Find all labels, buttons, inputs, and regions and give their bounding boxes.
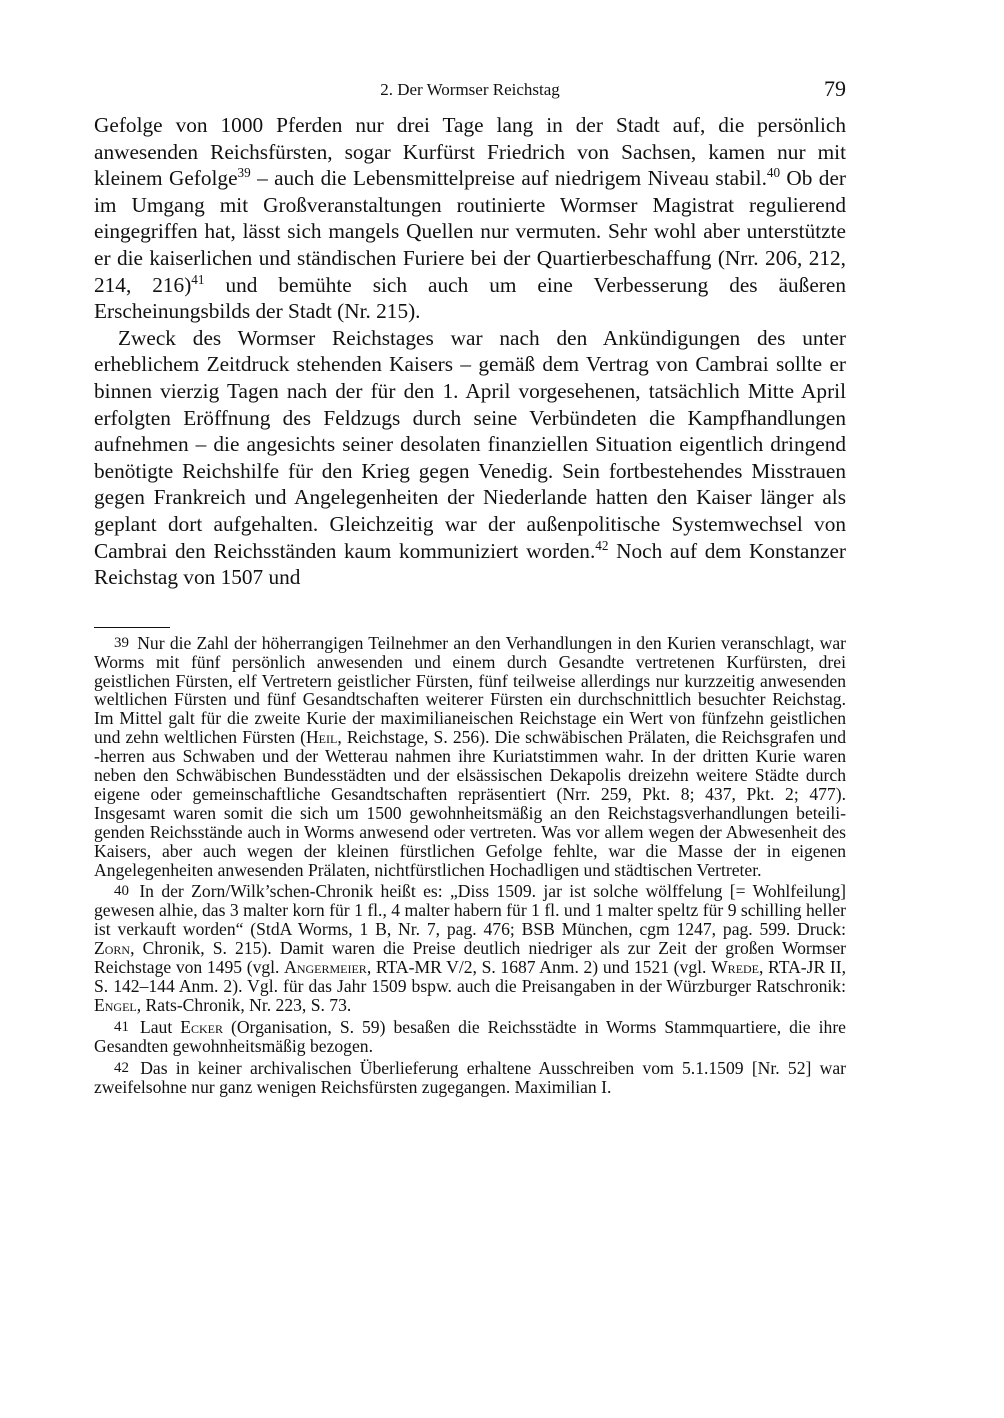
- running-header: [94, 76, 846, 112]
- text-run: , RTA-JR II, S. 142–144 Anm. 2). Vgl. für das Jahr 1509 bspw. auch die Preisangaben in der Würzburger Ratschronik:: [94, 957, 846, 996]
- text-run: Ob der im Umgang mit Großveranstaltungen routinierte Wormser Magistrat regulierend eingegriffen hat, lässt sich mangels Quellen nur vermuten. Sehr wohl aber unterstützte er die kaiserlichen und ständischen Furiere bei der Quartierbeschaffung (Nrr. 206, 212, 214, 216): [94, 166, 846, 297]
- text-run: Noch auf dem Konstanzer Reichstag von 1507 und: [94, 538, 846, 590]
- footnote-ref-41[interactable]: 41: [191, 271, 205, 287]
- text-run: In der Zorn/Wilk’schen-Chronik heißt es: „Diss 1509. jar ist solche wölffelung [= Wohlfeilung] gewesen alhie, das 3 malter korn für 1 fl., 4 malter habern für 1 fl. und 1 malter speltz für 9 schilling heller ist verkauft worden“ (StdA Worms, 1 B, Nr. 7, pag. 476; BSB München, cgm 1247, pag. 599. Druck:: [94, 881, 846, 940]
- paragraph-1: [94, 112, 846, 325]
- footnote-40: [94, 882, 846, 1014]
- text-run: , Chronik, S. 215). Damit waren die Preise deutlich niedriger als zur Zeit der großen Wormser Reichstage von 1495 (vgl.: [94, 938, 846, 978]
- text-run: Gefolge von 1000 Pferden nur drei Tage lang in der Stadt auf, die persönlich anwesenden Reichsfürsten, sogar Kurfürst Friedrich von Sachsen, kamen nur mit kleinem Gefolge: [94, 113, 846, 191]
- text-run: – auch die Lebensmittelpreise auf niedrigem Niveau stabil.: [250, 166, 767, 191]
- main-text: [94, 112, 846, 591]
- text-run: (Organisation, S. 59) besaßen die Reichsstädte in Worms Stammquartiere, die ihre Gesandten gewohnheitsmäßig bezogen.: [94, 1016, 846, 1056]
- author-name: Engel: [94, 994, 137, 1015]
- footnote-number: 40: [114, 883, 129, 900]
- author-name: Wrede: [711, 957, 760, 978]
- page-number: 79: [824, 76, 846, 101]
- footnote-39: [94, 634, 846, 880]
- text-run: Zweck des Wormser Reichstages war nach den Ankündigungen des unter erheblichem Zeitdruck stehenden Kaisers – gemäß dem Vertrag von Cambrai sollte er binnen vierzig Tagen nach der für den 1. April vorgesehenen, tatsächlich Mitte April erfolgten Eröffnung des Feldzugs durch seine Verbündeten die Kampfhandlungen aufnehmen – die angesichts seiner desolaten finanziellen Situation eigentlich dringend benötigte Reichshilfe für den Krieg gegen Venedig. Sein fortbestehendes Misstrauen gegen Frankreich und Angelegenheiten der Niederlande hatten den Kaiser länger als geplant dort aufgehalten. Gleichzeitig war der außenpolitische Systemwechsel von Cambrai den Reichsständen kaum kommuniziert worden.: [94, 325, 846, 563]
- author-name: Zorn: [94, 938, 131, 959]
- footnote-number: 39: [114, 634, 129, 651]
- text-run: Laut: [139, 1016, 181, 1037]
- text-run: Nur die Zahl der höherrangigen Teilnehmer an den Verhandlungen in den Kurien veranschlagt, war Worms mit fünf persönlich anwesenden und einem durch Gesandte vertretenen Kurfürsten, drei geistlichen Fürsten, elf Vertretern geistlicher Fürsten, fünf teilweise allerdings nur kurzzeitig anwesenden weltlichen Fürsten und fünf Gesandtschaften weiterer Fürsten ein durchschnittlich besuchter Reichstag. Im Mittel galt für die zweite Kurie der maximilianeischen Reichstage ein Wert von fünfzehn geistlichen und zehn weltlichen Fürsten (: [94, 632, 846, 748]
- footnote-ref-42[interactable]: 42: [595, 537, 609, 553]
- footnote-number: 42: [114, 1059, 129, 1076]
- footnotes: [94, 634, 846, 1097]
- footnote-rule: [94, 627, 170, 628]
- text-run: Das in keiner archivalischen Überlieferung erhaltene Ausschreiben vom 5.1.1509 [Nr. 52] war zweifelsohne nur ganz wenigen Reichsfürsten zugegangen. Maximilian I.: [94, 1057, 846, 1097]
- paragraph-2: [94, 325, 846, 591]
- footnote-ref-39[interactable]: 39: [237, 165, 251, 181]
- footnote-number: 41: [114, 1018, 129, 1035]
- text-run: , RTA-MR V/2, S. 1687 Anm. 2) und 1521 (vgl.: [366, 957, 712, 978]
- footnote-42: [94, 1059, 846, 1097]
- page: [94, 76, 846, 1099]
- text-run: und bemühte sich auch um eine Verbesserung des äußeren Erscheinungsbilds der Stadt (Nr. 215).: [94, 272, 846, 324]
- text-run: , Reichstage, S. 256). Die schwäbischen Prälaten, die Reichsgrafen und -herren aus Schwaben und der Wetterau nahmen ihre Kuriatstimmen wahr. In der dritten Kurie waren neben den Schwäbischen Bundesstädten und der elsässischen Dekapolis dreizehn weitere Städte durch eigene oder gemeinschaftliche Gesandtschaften repräsentiert (Nrr. 259, Pkt. 8; 437, Pkt. 2; 477). Insgesamt waren somit die sich um 1500 gewohnheitsmäßig an den Reichstagsverhandlungen beteiligenden Reichsstände auch in Worms anwesend oder vertreten. Was vor allem wegen der Abwesenheit des Kaisers, aber auch wegen der kleinen fürstlichen Gefolge fehlte, war die Masse der in eigenen Angelegenheiten anwesenden Prälaten, nichtfürstlichen Hochadligen und städtischen Vertreter.: [94, 727, 846, 880]
- footnote-ref-40[interactable]: 40: [766, 165, 781, 181]
- author-name: Ecker: [180, 1016, 223, 1037]
- footnote-41: [94, 1018, 846, 1056]
- running-title: 2. Der Wormser Reichstag: [380, 80, 560, 99]
- author-name: Heil: [305, 727, 338, 748]
- text-run: , Rats-Chronik, Nr. 223, S. 73.: [136, 994, 352, 1015]
- author-name: Angermeier: [284, 957, 367, 978]
